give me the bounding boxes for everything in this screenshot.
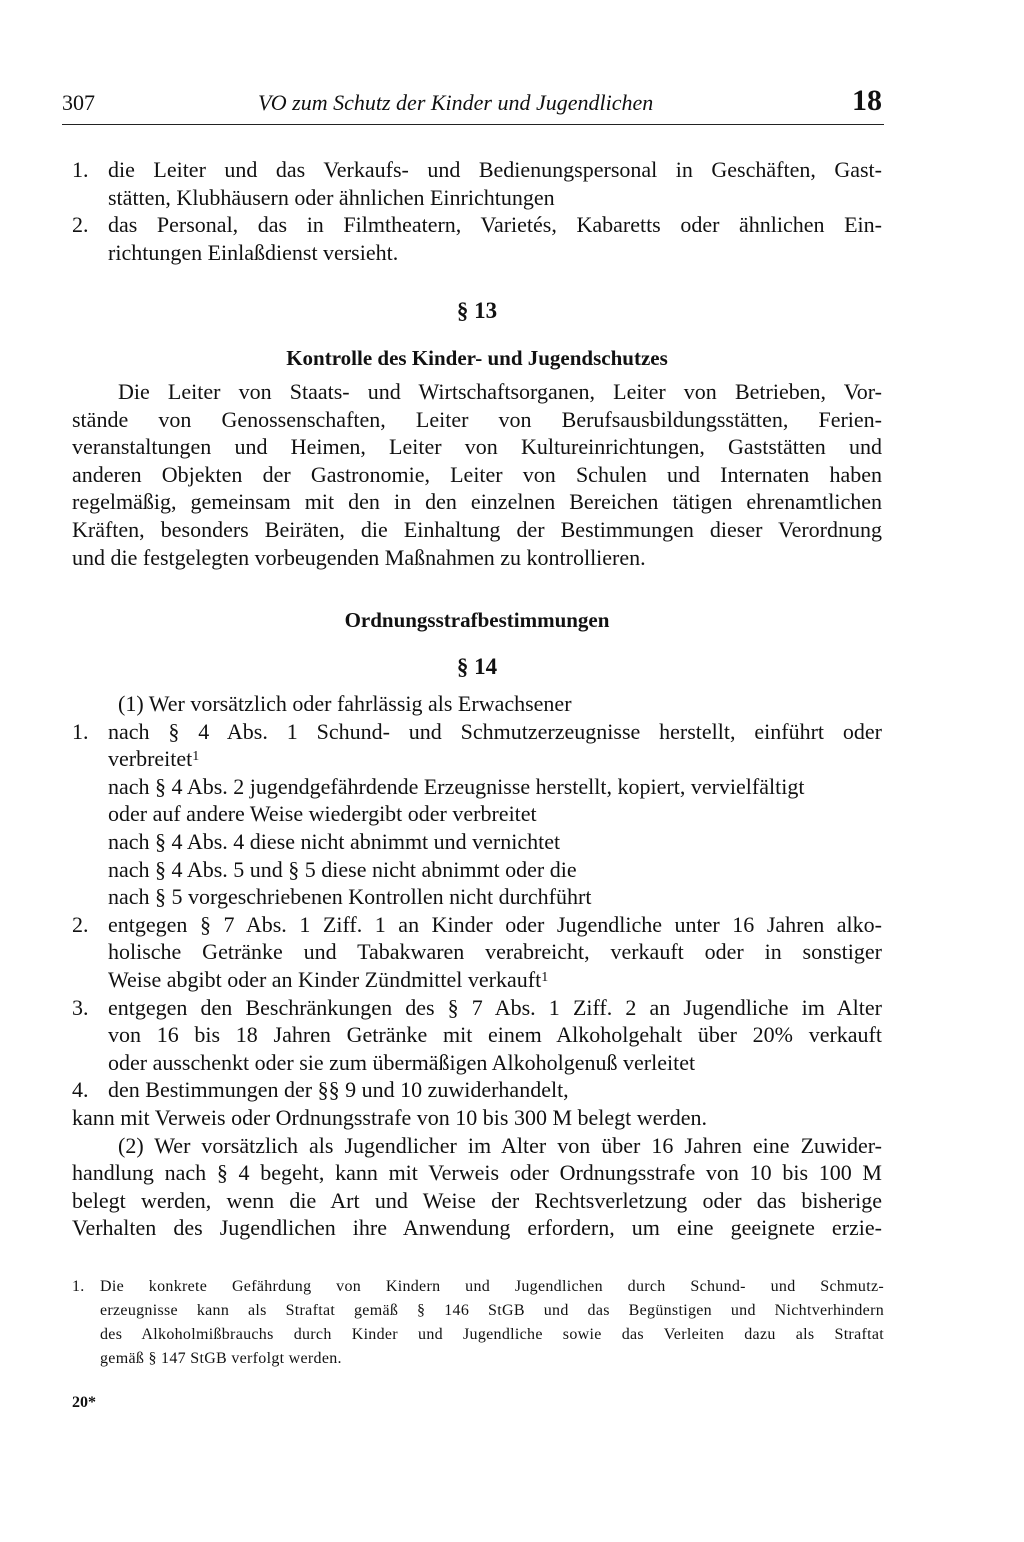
list-number: 4. (72, 1077, 89, 1103)
text-line: holische Getränke und Tabakwaren verabreicht, verkauft oder in sonstiger (108, 939, 882, 965)
section-14-mark: § 14 (456, 654, 498, 679)
penalty-item-2 (72, 911, 882, 994)
footnote-body (72, 1275, 884, 1371)
penalty-item-3 (72, 994, 882, 1077)
text-line (108, 966, 882, 994)
header-title: VO zum Schutz der Kinder und Jugendlichen (258, 90, 654, 115)
penalty-closing: kann mit Verweis oder Ordnungsstrafe von 10 bis 300 M belegt werden. (72, 1104, 708, 1130)
text-line: nach § 4 Abs. 1 Schund- und Schmutzerzeugnisse herstellt, einführt oder (108, 718, 882, 744)
footnote-ref: 1 (541, 969, 549, 985)
text-line: von 16 bis 18 Jahren Getränke mit einem Alkoholgehalt über 20% verkauft (108, 1022, 882, 1048)
text-line: anderen Objekten der Gastronomie, Leiter von Schulen und Internaten haben (72, 461, 882, 487)
list-number: 3. (72, 994, 89, 1020)
text-line: Die Leiter von Staats- und Wirtschaftsorganen, Leiter von Betrieben, Vor- (118, 379, 882, 404)
text-line: das Personal, das in Filmtheatern, Varietés, Kabaretts oder ähnlichen Ein- (108, 212, 882, 238)
text-line: stätten, Klubhäusern oder ähnlichen Einrichtungen (108, 184, 555, 210)
text-line: nach § 4 Abs. 2 jugendgefährdende Erzeugnisse herstellt, kopiert, vervielfältigt (108, 773, 805, 799)
text-line: (2) Wer vorsätzlich als Jugendlicher im Alter von über 16 Jahren eine Zuwider- (118, 1132, 882, 1158)
list-number: 1. (72, 718, 89, 744)
list-number: 1. (72, 157, 89, 182)
text-line: entgegen § 7 Abs. 1 Ziff. 1 an Kinder oder Jugendliche unter 16 Jahren alko- (108, 911, 882, 937)
footnote-line: des Alkoholmißbrauchs durch Kinder und Jugendliche sowie das Verleiten dazu als Straftat (100, 1326, 884, 1343)
text-line: stände von Genossenschaften, Leiter von Berufsausbildungsstätten, Ferien- (72, 406, 882, 432)
footnote-line: Die konkrete Gefährdung von Kindern und Jugendlichen durch Schund- und Schmutz- (100, 1278, 884, 1295)
text-line: nach § 5 vorgeschriebenen Kontrollen nicht durchführt (108, 884, 592, 910)
text-line: oder ausschenkt oder sie zum übermäßigen Alkoholgenuß verleitet (108, 1049, 696, 1075)
header-rule (62, 124, 884, 125)
text-line: veranstaltungen und Heimen, Leiter von Kultureinrichtungen, Gaststätten und (72, 434, 882, 460)
text-line: Kräften, besonders Beiräten, die Einhaltung der Bestimmungen dieser Verordnung (72, 516, 882, 542)
footnote-ref: 1 (192, 749, 200, 765)
text-line: nach § 4 Abs. 5 und § 5 diese nicht abnimmt oder die (108, 856, 577, 882)
text-line: belegt werden, wenn die Art und Weise der Rechtsverletzung oder das bisherige (72, 1187, 882, 1213)
intro-list-item-2 (72, 211, 882, 266)
footnote (72, 1275, 884, 1371)
penalty-item-4 (72, 1076, 882, 1104)
text-line: richtungen Einlaßdienst versieht. (108, 239, 399, 265)
printer-signature: 20* (72, 1394, 96, 1411)
text-line: den Bestimmungen der §§ 9 und 10 zuwiderhandelt, (108, 1077, 569, 1103)
text-fragment: Weise abgibt oder an Kinder Zündmittel verkauft (108, 966, 542, 992)
text-line: nach § 4 Abs. 4 diese nicht abnimmt und vernichtet (108, 828, 561, 854)
text-line: und die festgelegten vorbeugenden Maßnahmen zu kontrollieren. (72, 544, 646, 570)
text-fragment: verbreitet (108, 746, 193, 772)
penalty-item-1 (72, 718, 882, 911)
text-line: oder auf andere Weise wiedergibt oder verbreitet (108, 801, 537, 827)
text-line: regelmäßig, gemeinsam mit den in den einzelnen Bereichen tätigen ehrenamtlichen (72, 489, 882, 515)
footnote-line: gemäß § 147 StGB verfolgt werden. (100, 1350, 342, 1367)
running-header (62, 84, 884, 124)
section-13-mark: § 13 (456, 298, 498, 323)
header-page-number: 307 (62, 90, 95, 115)
section-14-body (72, 690, 882, 1242)
footnote-number: 1. (72, 1278, 85, 1295)
intro-list (72, 156, 882, 266)
text-line: Verhalten des Jugendlichen ihre Anwendung erfordern, um eine geeignete erzie- (72, 1215, 882, 1241)
text-line: die Leiter und das Verkaufs- und Bedienungspersonal in Geschäften, Gast- (108, 157, 882, 182)
text-line: entgegen den Beschränkungen des § 7 Abs. 1 Ziff. 2 an Jugendliche im Alter (108, 994, 882, 1020)
text-line: handlung nach § 4 begeht, kann mit Verweis oder Ordnungsstrafe von 10 bis 100 M (72, 1160, 882, 1186)
footnote-line: erzeugnisse kann als Straftat gemäß § 146 StGB und das Begünstigen und Nichtverhindern (100, 1302, 884, 1319)
header-section-number: 18 (852, 84, 882, 117)
section-13-body (72, 378, 882, 571)
section-13-heading: Kontrolle des Kinder- und Jugendschutzes (286, 346, 668, 370)
list-number: 2. (72, 911, 89, 937)
penalties-heading: Ordnungsstrafbestimmungen (344, 608, 610, 632)
list-number: 2. (72, 212, 89, 238)
text-line (108, 745, 882, 773)
paragraph-1-intro: (1) Wer vorsätzlich oder fahrlässig als Erwachsener (118, 691, 572, 716)
intro-list-item-1 (72, 156, 882, 211)
